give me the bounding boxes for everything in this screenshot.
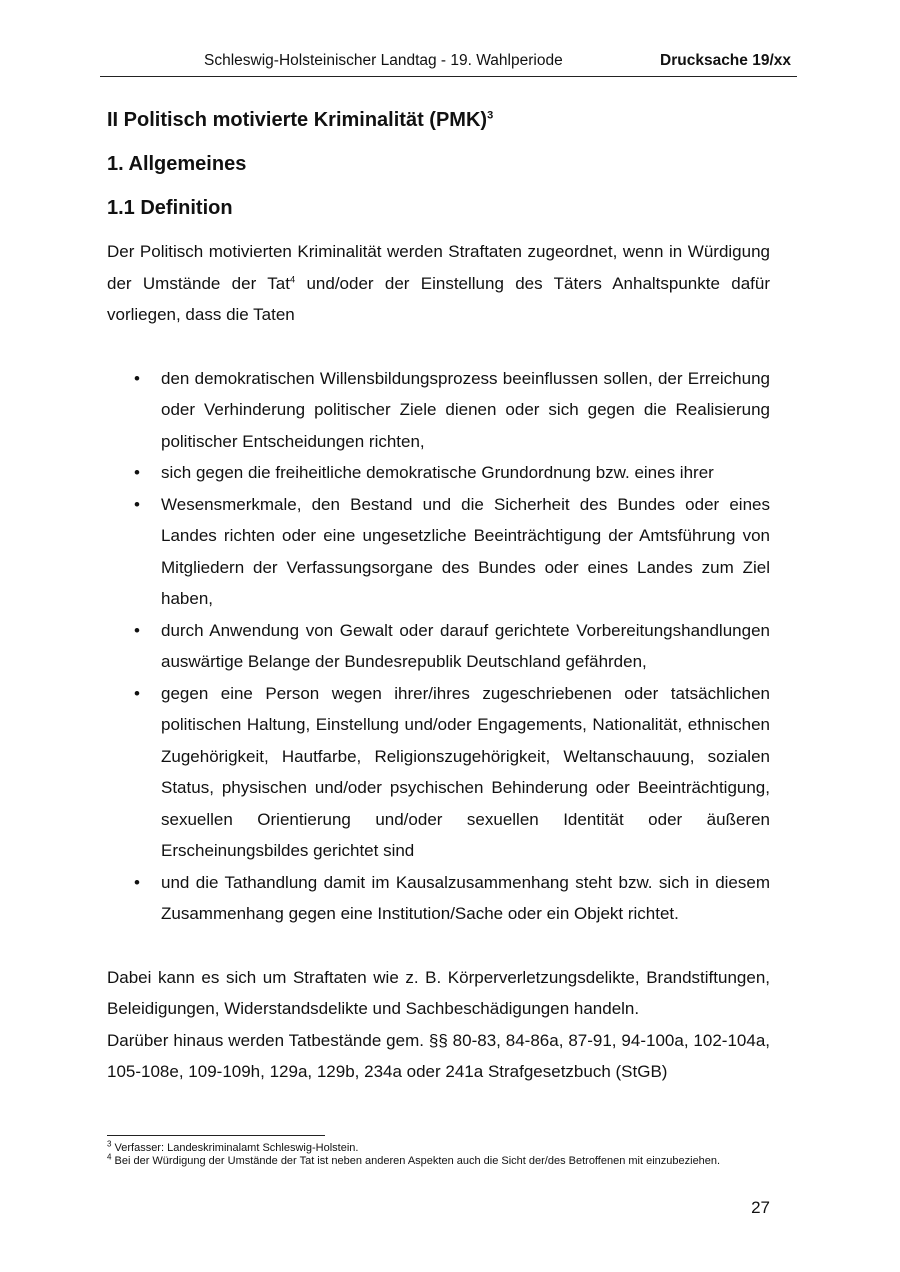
intro-text-2: und/oder der Einstellung des Täters Anhaltspunkte dafür vorliegen, dass die Taten [107, 273, 770, 324]
examples-paragraph: Dabei kann es sich um Straftaten wie z. B. Körperverletzungsdelikte, Brandstiftungen, Beleidigungen, Widerstandsdelikte und Sachbeschädigungen handeln. [107, 967, 770, 1018]
list-item [107, 363, 770, 458]
list-item-text: und die Tathandlung damit im Kausalzusammenhang steht bzw. sich in diesem Zusammenhang gegen eine Institution/Sache oder ein Objekt richtet. [161, 872, 770, 923]
subsubsection-heading: 1.1 Definition [107, 197, 233, 219]
list-item [107, 615, 770, 678]
section-heading [107, 100, 770, 140]
bullet-icon: • [134, 620, 140, 640]
list-item-text: den demokratischen Willensbildungsprozess beeinflussen sollen, der Erreichung oder Verhinderung politischer Ziele dienen oder sich gegen die Realisierung politischer Entscheidungen richten, [161, 368, 770, 451]
footnote-text: Verfasser: Landeskriminalamt Schleswig-Holstein. [111, 1142, 359, 1154]
footnote-text: Bei der Würdigung der Umstände der Tat ist neben anderen Aspekten auch die Sicht der/des Betroffenen mit einzubeziehen. [111, 1155, 721, 1167]
list-item [107, 678, 770, 867]
list-item-text: gegen eine Person wegen ihrer/ihres zugeschriebenen oder tatsächlichen politischen Haltung, Einstellung und/oder Engagements, Nationalität, ethnischen Zugehörigkeit, Hautfarbe, Religionszugehörigkeit, Weltanschauung, sozialen Status, physischen und/oder psychischen Behinderung oder Beeinträchtigung, sexuellen Orientierung und/oder sexuellen Identität oder äußeren Erscheinungsbildes gerichtet sind [161, 683, 770, 860]
footnote-number: 4 [107, 1152, 112, 1162]
document-code: Drucksache 19/xx [660, 52, 791, 69]
list-item-text: Wesensmerkmale, den Bestand und die Sicherheit des Bundes oder eines Landes richten oder eine ungesetzliche Beeinträchtigung der Amtsführung von Mitgliedern der Verfassungsorgane des Bundes oder eines Landes zum Ziel haben, [161, 494, 770, 608]
footnote-4 [107, 1152, 770, 1168]
bullet-icon: • [134, 683, 140, 703]
page-header [100, 52, 797, 77]
footnote-ref-3: 3 [487, 109, 494, 122]
footnote-divider [107, 1135, 325, 1136]
list-item-text: sich gegen die freiheitliche demokratische Grundordnung bzw. eines ihrer [161, 463, 714, 482]
list-item [107, 457, 770, 489]
list-item [107, 867, 770, 930]
footnote-ref-4: 4 [289, 273, 296, 284]
bullet-icon: • [134, 368, 140, 388]
page-content [107, 100, 770, 1088]
bullet-icon: • [134, 494, 140, 514]
header-title: Schleswig-Holsteinischer Landtag - 19. Wahlperiode [204, 52, 563, 69]
page-number: 27 [751, 1198, 770, 1217]
subsection-heading: 1. Allgemeines [107, 153, 247, 175]
intro-paragraph [107, 236, 770, 331]
section-heading-text: II Politisch motivierte Kriminalität (PMK) [107, 109, 488, 131]
list-item [107, 489, 770, 615]
criteria-list [107, 363, 770, 930]
list-item-text: durch Anwendung von Gewalt oder darauf gerichtete Vorbereitungshandlungen auswärtige Belange der Bundesrepublik Deutschland gefährden, [161, 620, 770, 671]
bullet-icon: • [134, 872, 140, 892]
footnotes [107, 1139, 770, 1168]
bullet-icon: • [134, 463, 140, 482]
statutes-paragraph: Darüber hinaus werden Tatbestände gem. §§ 80-83, 84-86a, 87-91, 94-100a, 102-104a, 105-108e, 109-109h, 129a, 129b, 234a oder 241a Strafgesetzbuch (StGB) [107, 1030, 770, 1081]
intro-text-1: Der Politisch motivierten Kriminalität werden Straftaten zugeordnet, wenn in Würdigung der Umstände der Tat [107, 242, 770, 293]
footnote-number: 3 [107, 1139, 112, 1149]
footnote-3 [107, 1139, 770, 1155]
